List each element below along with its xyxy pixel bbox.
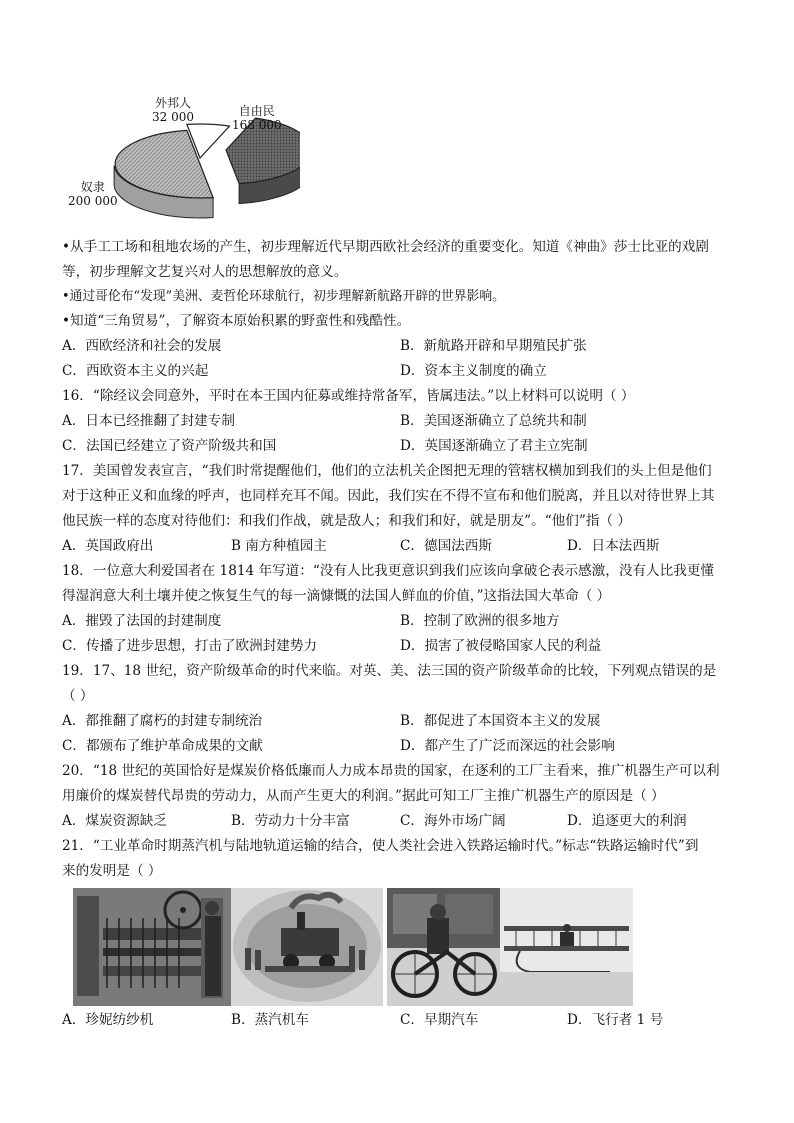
pie-label-foreigners-name: 外邦人 — [154, 96, 191, 110]
q16-option-a[interactable]: A．日本已经推翻了封建专制 — [62, 413, 235, 429]
bullet-line-4: •知道“三角贸易”，了解资本原始积累的野蛮性和残酷性。 — [62, 313, 411, 329]
q21-option-c[interactable]: C．早期汽车 — [400, 1012, 479, 1028]
q18-option-b[interactable]: B．控制了欧洲的很多地方 — [400, 613, 560, 629]
steam-locomotive-image — [231, 888, 383, 1006]
q19-stem-line-1: 19．17、18 世纪，资产阶级革命的时代来临。对英、美、法三国的资产阶级革命的比较，下列观点错误的是 — [62, 663, 717, 679]
bullet-line-1: •从手工工场和租地农场的产生，初步理解近代早期西欧社会经济的重要变化。知道《神曲》莎士比亚的戏剧 — [62, 239, 709, 255]
q17-option-c[interactable]: C．德国法西斯 — [400, 538, 492, 554]
wright-flyer-image — [500, 888, 633, 1006]
bullet-line-2: 等，初步理解文艺复兴对人的思想解放的意义。 — [62, 264, 348, 280]
q18-option-c[interactable]: C．传播了进步思想，打击了欧洲封建势力 — [62, 638, 318, 654]
q19-stem-line-2: （ ） — [62, 688, 94, 704]
q20-option-b[interactable]: B．劳动力十分丰富 — [231, 813, 350, 829]
q16-option-c[interactable]: C．法国已经建立了资产阶级共和国 — [62, 438, 277, 454]
q20-option-c[interactable]: C．海外市场广阔 — [400, 813, 506, 829]
pie-label-foreigners-value: 32 000 — [152, 110, 194, 124]
q21-option-d[interactable]: D．飞行者 1 号 — [567, 1012, 664, 1028]
q17-stem-line-1: 17．美国曾发表宣言，“我们时常提醒他们，他们的立法机关企图把无理的管辖权横加到我们的头上但是他们 — [62, 463, 712, 479]
q20-option-a[interactable]: A．煤炭资源缺乏 — [62, 813, 167, 829]
q19-option-a[interactable]: A．都推翻了腐朽的封建专制统治 — [62, 713, 263, 729]
invention-photos — [73, 888, 633, 1006]
pie-label-freemen — [232, 104, 282, 132]
spinning-jenny-image — [73, 888, 231, 1006]
pie-label-freemen-value: 168 000 — [232, 118, 282, 132]
q18-stem-line-2: 得湿润意大利土壤并使之恢复生气的每一滴慷慨的法国人鲜血的价值，”这指法国大革命（ ） — [62, 588, 611, 604]
q17-option-a[interactable]: A．英国政府出 — [62, 538, 154, 554]
q20-stem-line-1: 20．“18 世纪的英国恰好是煤炭价格低廉而人力成本昂贵的国家，在逐利的工厂主看来，推广机器生产可以利 — [62, 763, 720, 779]
q19-option-d[interactable]: D．都产生了广泛而深远的社会影响 — [400, 738, 615, 754]
q15-option-d[interactable]: D．资本主义制度的确立 — [400, 363, 547, 379]
q17-stem-line-3: 他民族一样的态度对待他们：和我们作战，就是敌人；和我们和好，就是朋友”。“他们”指（ ） — [62, 513, 631, 529]
q17-stem-line-2: 对于这种正义和血缘的呼声，也同样充耳不闻。因此，我们实在不得不宣布和他们脱离，并且以对待世界上其 — [62, 488, 715, 504]
pie-label-freemen-name: 自由民 — [238, 104, 275, 118]
pie-label-slaves — [68, 180, 118, 208]
q17-option-b[interactable]: B 南方种植园主 — [231, 538, 327, 554]
q18-option-d[interactable]: D．损害了被侵略国家人民的利益 — [400, 638, 602, 654]
q21-stem-line-1: 21．“工业革命时期蒸汽机与陆地轨道运输的结合，使人类社会进入铁路运输时代。”标志“铁路运输时代”到 — [62, 838, 699, 854]
q15-option-c[interactable]: C．西欧资本主义的兴起 — [62, 363, 209, 379]
q21-option-b[interactable]: B．蒸汽机车 — [231, 1012, 309, 1028]
population-pie-chart — [60, 88, 300, 223]
pie-label-foreigners — [152, 96, 194, 124]
q19-option-c[interactable]: C．都颁布了维护革命成果的文献 — [62, 738, 263, 754]
q15-option-a[interactable]: A．西欧经济和社会的发展 — [62, 338, 222, 354]
bullet-line-3: •通过哥伦布“发现”美洲、麦哲伦环球航行，初步理解新航路开辟的世界影响。 — [62, 289, 505, 304]
q20-stem-line-2: 用廉价的煤炭替代昂贵的劳动力，从而产生更大的利润。”据此可知工厂主推广机器生产的原因是（ ） — [62, 788, 665, 804]
pie-label-slaves-name: 奴隶 — [80, 180, 105, 194]
q21-stem-line-2: 来的发明是（ ） — [62, 863, 162, 879]
pie-label-slaves-value: 200 000 — [68, 194, 118, 208]
q15-option-b[interactable]: B．新航路开辟和早期殖民扩张 — [400, 338, 587, 354]
q19-option-b[interactable]: B．都促进了本国资本主义的发展 — [400, 713, 601, 729]
q17-option-d[interactable]: D．日本法西斯 — [567, 538, 660, 554]
q16-option-b[interactable]: B．美国逐渐确立了总统共和制 — [400, 413, 587, 429]
q18-stem-line-1: 18．一位意大利爱国者在 1814 年写道：“没有人比我更意识到我们应该向拿破仑表示感激，没有人比我更懂 — [62, 563, 715, 579]
q16-option-d[interactable]: D．英国逐渐确立了君主立宪制 — [400, 438, 588, 454]
q21-option-a[interactable]: A．珍妮纺纱机 — [62, 1012, 154, 1028]
q20-option-d[interactable]: D．追逐更大的利润 — [567, 813, 687, 829]
q18-option-a[interactable]: A．摧毁了法国的封建制度 — [62, 613, 222, 629]
early-automobile-image — [387, 888, 500, 1006]
q16-stem: 16．“除经议会同意外，平时在本王国内征募或维持常备军，皆属违法。”以上材料可以说明（ ） — [62, 388, 635, 404]
